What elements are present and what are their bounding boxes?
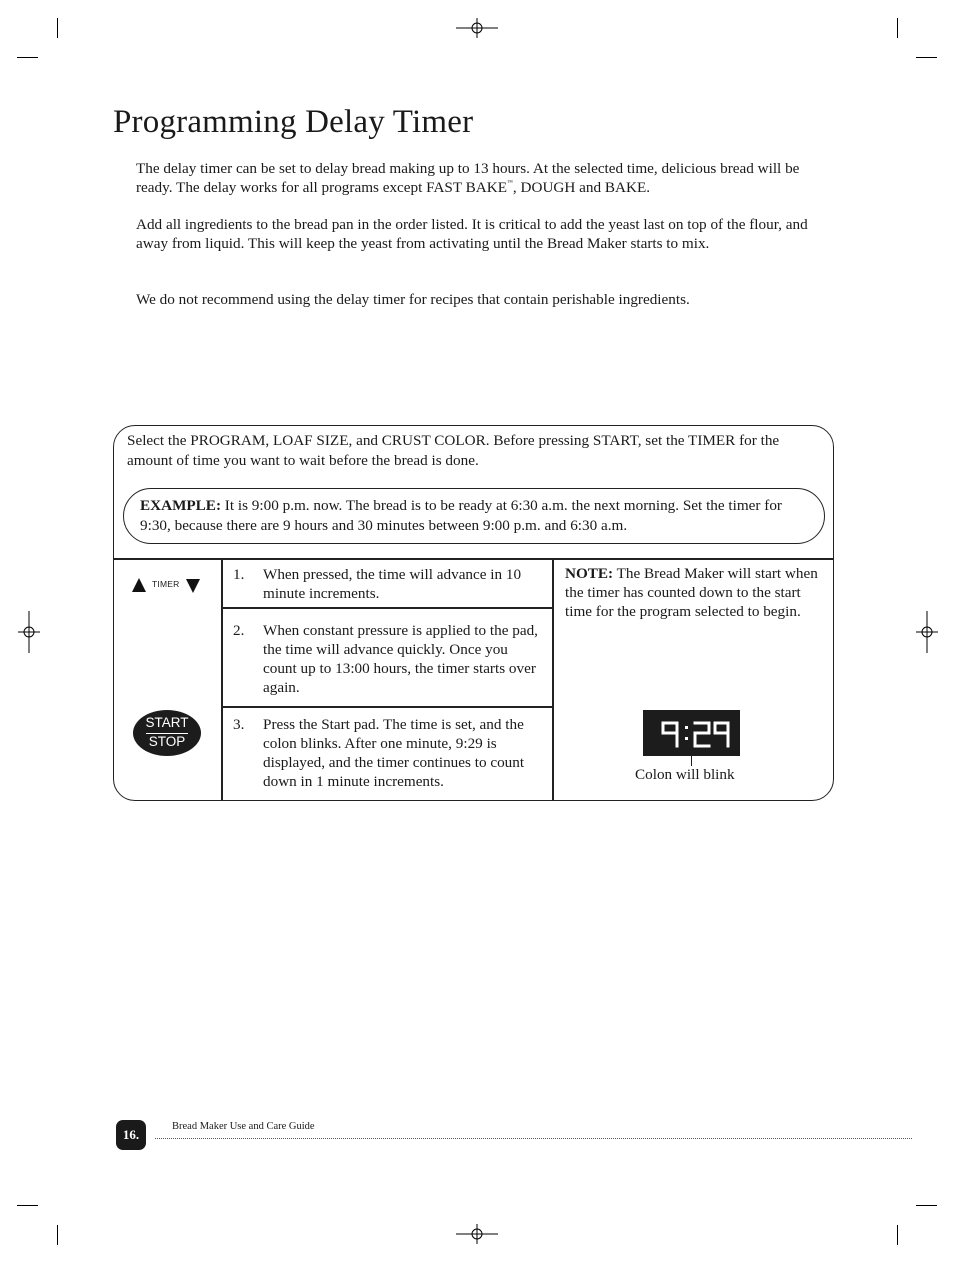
intro-paragraph-1: [136, 159, 826, 197]
stop-label: STOP: [148, 734, 186, 749]
step-3: [233, 715, 545, 791]
arrow-up-icon: [131, 577, 147, 593]
timer-label: TIMER: [152, 579, 180, 589]
note-body: The Bread Maker will start when the timer has counted down to the start time for the program selected to begin.: [565, 565, 818, 620]
intro-paragraph-3: We do not recommend using the delay timer for recipes that contain perishable ingredients.: [136, 291, 690, 308]
timer-button: [131, 577, 203, 595]
registration-mark-icon: [18, 611, 40, 653]
trademark-symbol: ™: [507, 180, 513, 186]
display-caption: Colon will blink: [635, 766, 735, 783]
footer-rule: [155, 1138, 912, 1139]
example-body: It is 9:00 p.m. now. The bread is to be ready at 6:30 a.m. the next morning. Set the timer for 9:30, because there are 9 hours and 30 minutes between 9:00 p.m. and 6:30 a.m.: [140, 497, 782, 534]
registration-mark-icon: [456, 1224, 498, 1244]
note-text: [565, 564, 823, 621]
table-divider: [221, 558, 223, 800]
panel-instruction: Select the PROGRAM, LOAF SIZE, and CRUST COLOR. Before pressing START, set the TIMER for the amount of time you want to wait before the bread is done.: [127, 432, 780, 469]
table-divider: [221, 607, 553, 609]
step-number: 2.: [233, 622, 245, 639]
registration-mark-icon: [916, 611, 938, 653]
crop-mark: [57, 18, 58, 38]
footer-guide-title: Bread Maker Use and Care Guide: [172, 1121, 315, 1132]
step-number: 3.: [233, 716, 245, 733]
page-title: Programming Delay Timer: [113, 104, 474, 140]
example-label: EXAMPLE:: [140, 497, 221, 514]
example-text: [140, 496, 812, 535]
table-divider: [552, 558, 554, 800]
registration-mark-icon: [456, 18, 498, 38]
step-text: Press the Start pad. The time is set, and the colon blinks. After one minute, 9:29 is displayed, and the timer continues to count down in 1 minute increments.: [263, 716, 525, 790]
note-label: NOTE:: [565, 565, 614, 582]
crop-mark: [916, 57, 937, 58]
step-2: [233, 621, 545, 697]
step-text: When pressed, the time will advance in 10 minute increments.: [263, 566, 522, 602]
intro-paragraph-1-tail: , DOUGH and BAKE.: [512, 179, 651, 196]
crop-mark: [916, 1205, 937, 1206]
crop-mark: [17, 57, 38, 58]
intro-paragraph-1-text: The delay timer can be set to delay bread making up to 13 hours. At the selected time, delicious bread will be ready. The delay works for all programs except FAST BAKE: [136, 160, 800, 196]
start-stop-button: [133, 710, 201, 756]
step-text: When constant pressure is applied to the pad, the time will advance quickly. Once you count up to 13:00 hours, the timer starts over again.: [263, 622, 538, 696]
page-number: 16.: [116, 1120, 146, 1150]
crop-mark: [897, 18, 898, 38]
crop-mark: [57, 1225, 58, 1245]
start-label: START: [145, 715, 189, 730]
table-divider: [221, 706, 553, 708]
step-1: [233, 565, 545, 603]
crop-mark: [17, 1205, 38, 1206]
arrow-down-icon: [185, 578, 201, 594]
intro-paragraph-2: Add all ingredients to the bread pan in the order listed. It is critical to add the yeast last on top of the flour, and away from liquid. This will keep the yeast from activating until the Bread Maker starts to mix.: [136, 216, 808, 252]
display-value: 9:29: [643, 710, 645, 711]
colon-pointer: [691, 741, 692, 766]
step-number: 1.: [233, 566, 245, 583]
crop-mark: [897, 1225, 898, 1245]
